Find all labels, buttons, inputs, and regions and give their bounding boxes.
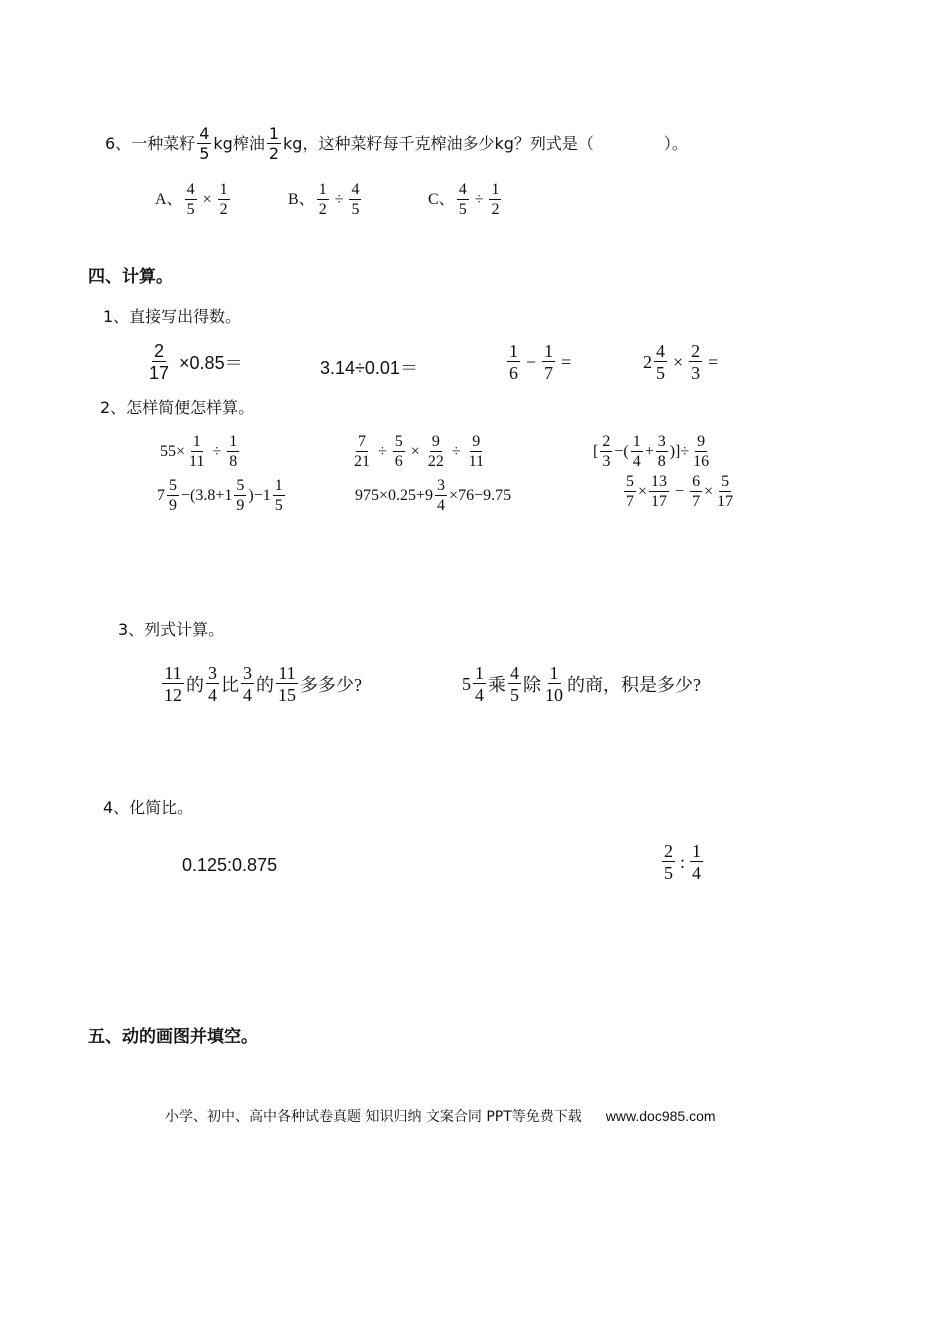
fraction: $\frac{11}{15}$ [278,663,296,705]
footer [165,1106,716,1126]
sub-1-title: 1、直接写出得数。 [103,307,242,326]
fraction: $\frac{5}{9}$ [169,477,177,514]
fraction: $\frac{2}{3}$ [602,433,611,470]
stem-text: ）。 [663,134,688,153]
stem-text: kg榨油 [213,134,265,153]
option-c[interactable]: C、 $\frac{4}{5}$ ÷ $\frac{1}{2}$ [428,181,500,218]
fraction: $\frac{2}{3}$ [691,341,701,383]
fraction: $\frac{1}{8}$ [229,433,238,470]
question-6-stem [105,126,688,162]
fraction: $\frac{1}{4}$ [475,663,484,705]
calc-2-5: 975×0.25+9 $\frac{3}{4}$ ×76−9.75 [355,477,512,514]
calc-2-2: $\frac{7}{21}$ ÷ $\frac{5}{6}$ × $\frac{9}{22}$ ÷ $\frac{9}{11}$ [354,433,484,470]
section-5-title: 五、动的画图并填空。 [88,1027,258,1047]
fraction: $\frac{3}{8}$ [657,433,666,470]
fraction: $\frac{7}{21}$ [354,433,370,470]
word-problem-1: $\frac{11}{12}$ 的 $\frac{3}{4}$ 比 $\frac{3}{4}$ 的 $\frac{11}{15}$ 多多少? [164,663,362,705]
stem-text: 一种菜籽 [131,134,196,153]
calc-2-3: [ $\frac{2}{3}$ −( $\frac{1}{4}$ + $\frac{3}{8}$ )]÷ $\frac{9}{16}$ [593,433,710,470]
stem-text: kg，这种菜籽每千克榨油多少kg？列式是（ [283,134,594,153]
footer-url[interactable]: www.doc985.com [605,1108,716,1124]
sub-2-title: 2、怎样简便怎样算。 [100,398,255,417]
fraction: $\frac{4}{5}$ [351,181,360,218]
question-number: 6、 [105,134,132,153]
fraction: $\frac{1}{6}$ [509,341,518,383]
fraction: $\frac{1}{2}$ [491,181,500,218]
footer-text: 小学、初中、高中各种试卷真题 知识归纳 文案合同 PPT等免费下载 [165,1109,582,1125]
fraction: $\frac{1}{4}$ [692,841,702,883]
fraction: $\frac{11}{12}$ [164,663,182,705]
fraction: $\frac{4}{5}$ [458,181,467,218]
calc-2-4: 7 $\frac{5}{9}$ −(3.8+1 $\frac{5}{9}$ )−1 $\frac{1}{5}$ [157,477,283,514]
ratio-2: $\frac{2}{5}$ : $\frac{1}{4}$ [664,841,702,883]
fraction: $\frac{1}{5}$ [274,477,283,514]
fraction: $\frac{1}{2}$ [318,181,327,218]
fraction: $\frac{3}{4}$ [437,477,446,514]
sub-4-title: 4、化简比。 [103,798,194,817]
fraction: $\frac{1}{2}$ [268,124,280,163]
fraction: $\frac{1}{4}$ [632,433,641,470]
option-a[interactable]: A、 $\frac{4}{5}$ × $\frac{1}{2}$ [155,181,228,218]
fraction: $\frac{4}{5}$ [510,663,519,705]
fraction: $\frac{5}{6}$ [394,433,403,470]
ratio-1: 0.125:0.875 [182,855,278,875]
expr-1: $\frac{2}{17}$ ×0.85＝ [149,341,243,383]
fraction: $\frac{2}{5}$ [664,841,673,883]
fraction: $\frac{3}{4}$ [208,663,217,705]
word-problem-2: 5 $\frac{1}{4}$ 乘 $\frac{4}{5}$ 除 $\frac{1}{10}$ 的商，积是多少? [462,663,701,705]
fraction: $\frac{9}{11}$ [468,433,484,470]
fraction: $\frac{5}{17}$ [717,473,734,510]
fraction: $\frac{1}{10}$ [545,663,563,705]
expr-4: 2 $\frac{4}{5}$ × $\frac{2}{3}$ = [643,341,719,383]
fraction: $\frac{4}{5}$ [656,341,665,383]
option-b[interactable]: B、 $\frac{1}{2}$ ÷ $\frac{4}{5}$ [288,181,360,218]
expr-2: 3.14÷0.01＝ [320,358,418,378]
calc-2-1: 55× $\frac{1}{11}$ ÷ $\frac{1}{8}$ [160,433,238,470]
sub-3-title: 3、列式计算。 [118,620,225,639]
fraction: $\frac{9}{22}$ [427,433,444,470]
fraction: $\frac{1}{11}$ [189,433,205,470]
calc-2-6: $\frac{5}{7}$ × $\frac{13}{17}$ − $\frac{6}{7}$ × $\frac{5}{17}$ [626,473,734,510]
fraction: $\frac{1}{7}$ [544,341,554,383]
fraction: $\frac{4}{5}$ [186,181,195,218]
fraction: $\frac{5}{9}$ [236,477,245,514]
fraction: $\frac{6}{7}$ [692,473,701,510]
section-4-title: 四、计算。 [88,267,173,287]
fraction: $\frac{13}{17}$ [651,473,668,510]
fraction: $\frac{9}{16}$ [693,433,710,470]
fraction: $\frac{3}{4}$ [243,663,252,705]
expr-3: $\frac{1}{6}$ − $\frac{1}{7}$ = [509,341,572,383]
fraction: $\frac{5}{7}$ [626,473,634,510]
fraction: $\frac{4}{5}$ [199,124,210,163]
fraction: $\frac{2}{17}$ [149,341,170,383]
fraction: $\frac{1}{2}$ [219,181,228,218]
